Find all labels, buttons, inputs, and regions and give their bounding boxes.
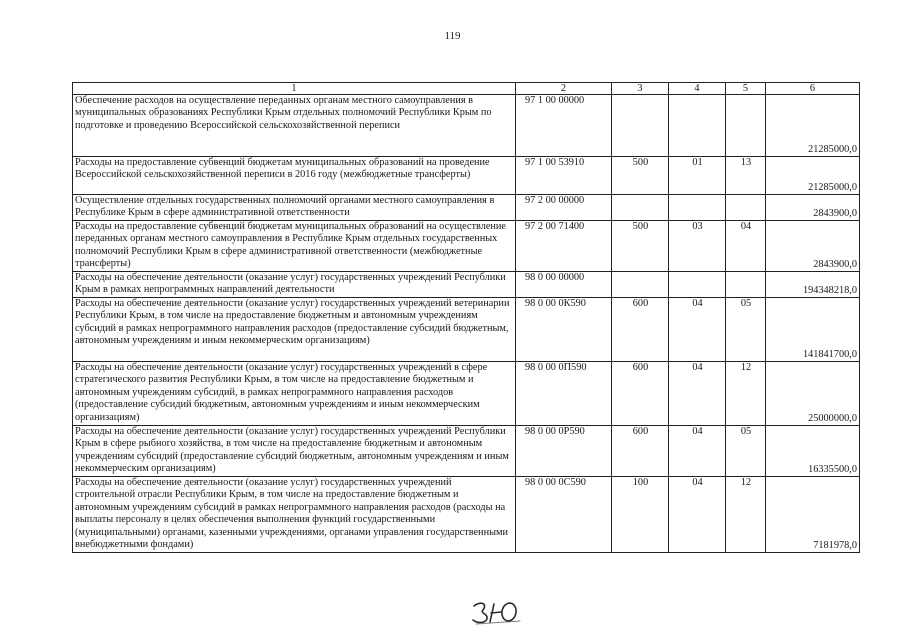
row-col4: 04 bbox=[669, 477, 726, 553]
table-row bbox=[73, 157, 860, 195]
row-col4 bbox=[669, 195, 726, 221]
row-col5: 12 bbox=[726, 362, 766, 426]
row-col4: 04 bbox=[669, 298, 726, 362]
row-amount: 7181978,0 bbox=[766, 477, 860, 553]
handwritten-page-mark bbox=[468, 598, 532, 626]
row-col4: 04 bbox=[669, 362, 726, 426]
row-col5 bbox=[726, 195, 766, 221]
row-code: 98 0 00 0К590 bbox=[516, 298, 612, 362]
row-code: 98 0 00 0П590 bbox=[516, 362, 612, 426]
row-amount: 2843900,0 bbox=[766, 221, 860, 272]
row-col5: 05 bbox=[726, 426, 766, 477]
row-col4 bbox=[669, 272, 726, 298]
header-cell: 2 bbox=[516, 83, 612, 95]
row-amount: 141841700,0 bbox=[766, 298, 860, 362]
row-code: 97 2 00 00000 bbox=[516, 195, 612, 221]
row-col4: 04 bbox=[669, 426, 726, 477]
page-number: 119 bbox=[444, 30, 461, 42]
budget-table bbox=[72, 82, 860, 553]
row-col5: 05 bbox=[726, 298, 766, 362]
row-col4 bbox=[669, 95, 726, 157]
row-col5 bbox=[726, 95, 766, 157]
row-col4: 03 bbox=[669, 221, 726, 272]
row-description: Расходы на обеспечение деятельности (оказание услуг) государственных учреждений в сфере стратегического развития Республики Крым, в том числе на предоставление бюджетным и автономным учреждениям субсидий, в рамках непрограммного направления расходов (предоставление субсидий бюджетным, автономным учреждениям и иным некоммерческим организациям) bbox=[73, 362, 516, 426]
row-col3 bbox=[612, 95, 669, 157]
row-col3: 100 bbox=[612, 477, 669, 553]
row-col3 bbox=[612, 272, 669, 298]
row-description: Обеспечение расходов на осуществление переданных органам местного самоуправления в муниципальных образованиях Республики Крым отдельных полномочий Республики Крым по подготовке и проведению Всероссийской сельскохозяйственной переписи bbox=[73, 95, 516, 157]
row-amount: 25000000,0 bbox=[766, 362, 860, 426]
row-col5: 12 bbox=[726, 477, 766, 553]
row-description: Расходы на обеспечение деятельности (оказание услуг) государственных учреждений строительной отрасли Республики Крым, в том числе на предоставление бюджетным и автономным учреждениям субсидий в рамках непрограммного направления расходов (расходы на выплаты персоналу в целях обеспечения выполнения функций государственными (муниципальными) органами, казенными учреждениями, органами управления государственными внебюджетными фондами) bbox=[73, 477, 516, 553]
row-description: Расходы на обеспечение деятельности (оказание услуг) государственных учреждений Республики Крым в рамках непрограммных направлений деятельности bbox=[73, 272, 516, 298]
row-amount: 21285000,0 bbox=[766, 157, 860, 195]
table-row bbox=[73, 477, 860, 553]
table-row bbox=[73, 272, 860, 298]
row-col4: 01 bbox=[669, 157, 726, 195]
table-row bbox=[73, 426, 860, 477]
row-code: 97 1 00 00000 bbox=[516, 95, 612, 157]
row-col3: 600 bbox=[612, 426, 669, 477]
row-description: Расходы на предоставление субвенций бюджетам муниципальных образований на осуществление переданных органам местного самоуправления в Республике Крым отдельных государственных полномочий Республики Крым в сфере административной ответственности (межбюджетные трансферты) bbox=[73, 221, 516, 272]
header-cell: 5 bbox=[726, 83, 766, 95]
table-row bbox=[73, 95, 860, 157]
row-amount: 16335500,0 bbox=[766, 426, 860, 477]
table-row bbox=[73, 221, 860, 272]
header-cell: 6 bbox=[766, 83, 860, 95]
row-col3: 600 bbox=[612, 298, 669, 362]
row-description: Расходы на предоставление субвенций бюджетам муниципальных образований на проведение Всероссийской сельскохозяйственной переписи в 2016 году (межбюджетные трансферты) bbox=[73, 157, 516, 195]
row-code: 98 0 00 0С590 bbox=[516, 477, 612, 553]
row-col3: 600 bbox=[612, 362, 669, 426]
row-col5: 13 bbox=[726, 157, 766, 195]
row-description: Расходы на обеспечение деятельности (оказание услуг) государственных учреждений ветеринарии Республики Крым, в том числе на предоставление бюджетным и автономным учреждениям субсидий в рамках непрограммного направления расходов (предоставление субсидий бюджетным, автономным учреждениям и иным некоммерческим организациям) bbox=[73, 298, 516, 362]
row-col5 bbox=[726, 272, 766, 298]
table-row bbox=[73, 298, 860, 362]
row-description: Осуществление отдельных государственных полномочий органами местного самоуправления в Республике Крым в сфере административной ответственности bbox=[73, 195, 516, 221]
header-cell: 3 bbox=[612, 83, 669, 95]
row-amount: 194348218,0 bbox=[766, 272, 860, 298]
header-cell: 1 bbox=[73, 83, 516, 95]
table-row bbox=[73, 195, 860, 221]
row-amount: 2843900,0 bbox=[766, 195, 860, 221]
header-cell: 4 bbox=[669, 83, 726, 95]
row-amount: 21285000,0 bbox=[766, 95, 860, 157]
row-col3: 500 bbox=[612, 157, 669, 195]
row-code: 98 0 00 0Р590 bbox=[516, 426, 612, 477]
row-col3 bbox=[612, 195, 669, 221]
row-code: 98 0 00 00000 bbox=[516, 272, 612, 298]
row-description: Расходы на обеспечение деятельности (оказание услуг) государственных учреждений Республики Крым в сфере рыбного хозяйства, в том числе на предоставление бюджетным и автономным учреждениям субсидий (предоставление субсидий бюджетным, автономным учреждениям и иным некоммерческим организациям) bbox=[73, 426, 516, 477]
row-col5: 04 bbox=[726, 221, 766, 272]
row-code: 97 2 00 71400 bbox=[516, 221, 612, 272]
row-code: 97 1 00 53910 bbox=[516, 157, 612, 195]
row-col3: 500 bbox=[612, 221, 669, 272]
table-row bbox=[73, 362, 860, 426]
table-header-row bbox=[73, 83, 860, 95]
